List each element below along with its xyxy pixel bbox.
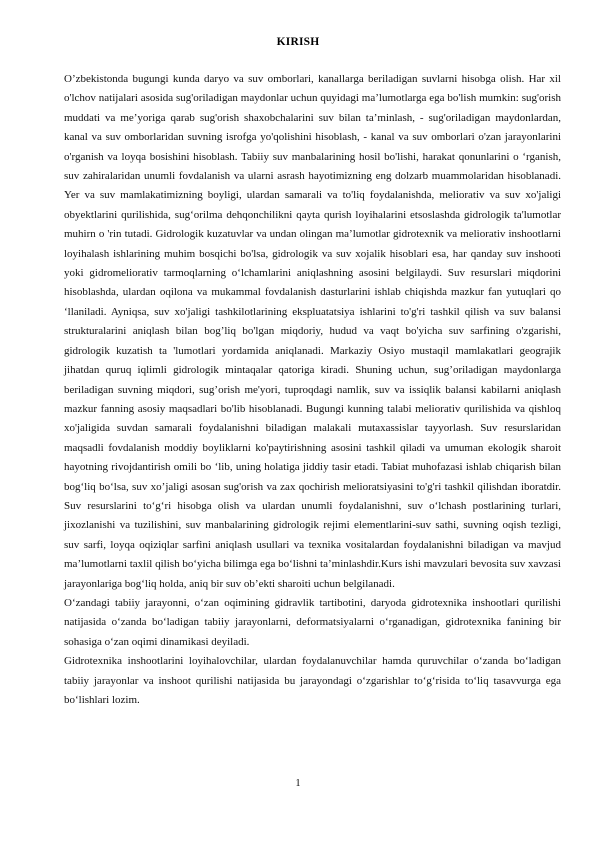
paragraph-designers: Gidrotexnika inshootlarini loyihalovchilar, ulardan foydalanuvchilar hamda quruvchilar o‘zanda bo‘ladigan tabiiy jarayonlar va inshoot qurilishi natijasida bu jarayondagi o‘zgarishlar to‘g‘risida to‘liq tasavvurga ega bo‘lishlari lozim. [64,655,561,706]
body-text [64,70,561,710]
paragraph-intro: O’zbekistonda bugungi kunda daryo va suv omborlari, kanallarga beriladigan suvlarni hisobga olish. Har xil o'lchov natijalari asosida sug'oriladigan maydonlar uchun quyidagi ma’lumotlarga ega bo'lish mumkin: sug'orish muddati va me’yoriga qarab sug'orish shaxobchalarini suv bilan ta’minlash, - sug'oriladigan maydonlardan, kanal va suv omborlaridan suvning isrofga yo'qolishini hisoblash, - kanal va suv omborlari o'zan jarayonlarini o'rganish va loyqa bosishini hisoblash. Tabiiy suv manbalarining hosil bo'lishi, harakat qonunlarini o ‘rganish, suv zahiralaridan unumli fovdalanish va ularni asrash hayotimizning eng dolzarb muammolaridan hisoblanadi. Yer va suv mamlakatimizning boyligi, ulardan samarali va to'liq foydalanishda, meliorativ va suv xo'jaligi obyektlarini qurilishida, sug‘orilma dehqonchilikni qayta qurish loyihalarini etsoslashda gidrologik ta'lumotlar muhirn o 'rin tutadi. Gidrologik kuzatuvlar va undan olingan ma’lumotlar gidrotexnik va meliorativ inshootlarni loyihalash ishlarining muhim bosqichi bo'lsa, gidrologik va suv xojalik hisoblari esa, har qanday suv inshooti yoki gidromeliorativ tarmoqlarning o‘lchamlarini aniqlashning asosini belgilaydi. Suv resurslari miqdorini hisoblashda, ulardan oqilona va mukammal fovdalanish dasturlarini ishlab chiqishda mazkur fan yutuqlari qo ‘llaniladi. Ayniqsa, suv xo'jaligi tashkilotlarining ekspluatatsiya ishlarini to'g'ri tashkil qilish va suv balansi strukturalarini aniqlash bilan bog’liq bo'lgan miqdoriy, hudud va vaqt bo'yicha suv sarfining o'zgarishi, gidrologik kuzatish ta 'lumotlari yordamida aniqlanadi. Markaziy Osiyo mustaqil mamlakatlari geograjik jihatdan quruq iqlimli gidrologik mintaqalar qatoriga kiradi. Shuning uchun, sug’oriladigan maydonlarga beriladigan suvning miqdori, sug’orish me'yori, tuproqdagi namlik, suv va issiqlik balansi kabilarni aniqlash mazkur fanning asosiy maqsadlari bo'lib hisoblanadi. Bugungi kunning talabi meliorativ qurilishida va qishloq xo'jaligida suvdan samarali foydalanishni biladigan malakali mutaxassislar tayyorlash. Suv resurslaridan maqsadli fovdalanish moddiy boyliklarni ko'paytirishning asosini tashkil qiladi va umuman ekologik sharoit hayotning rivojdantirish omili bo ‘lib, uning holatiga jiddiy tasir etadi. Tabiat muhofazasi ishlab chiqarish bilan bog‘liq bo‘lsa, suv xo’jaligi asosan sug'orish va zax qochirish melioratsiyasini to'g'ri tashkil qilishdan iboratdir. Suv resurslarini to‘g‘ri hisobga olish va ulardan unumli foydalanishni, suv o‘lchash postlarining turlari, jixozlanishi va tuzilishini, suv manbalarining gidrologik rejimi elementlarini-suv sathi, suvning oqish tezligi, suv sarfi, loyqa oqiziqlar sarfini aniqlash usullari va texnika vositalardan foydalanishni biladigan va mavjud ma’lumotlarni taxlil qilish bo‘yicha bilimga ega bo‘lishni ta’minlashdir.Kurs ishi mavzulari bevosita suv xavzasi jarayonlariga bog‘liq holda, aniq bir suv ob’ekti sharoiti uchun belgilanadi. [64,73,561,590]
page-number: 1 [295,778,301,789]
paragraph-ozan-dynamics: O‘zandagi tabiiy jarayonni, o‘zan oqimining gidravlik tartibotini, daryoda gidrotexnika inshootlari qurilishi natijasida o‘zanda bo‘ladigan tabiiy jarayonlarni, deformatsiyalarni o‘rganadigan, gidrotexnika fanining bir sohasiga o‘zan oqimi dinamikasi deyiladi. [64,596,561,648]
page-title: KIRISH [276,36,320,48]
